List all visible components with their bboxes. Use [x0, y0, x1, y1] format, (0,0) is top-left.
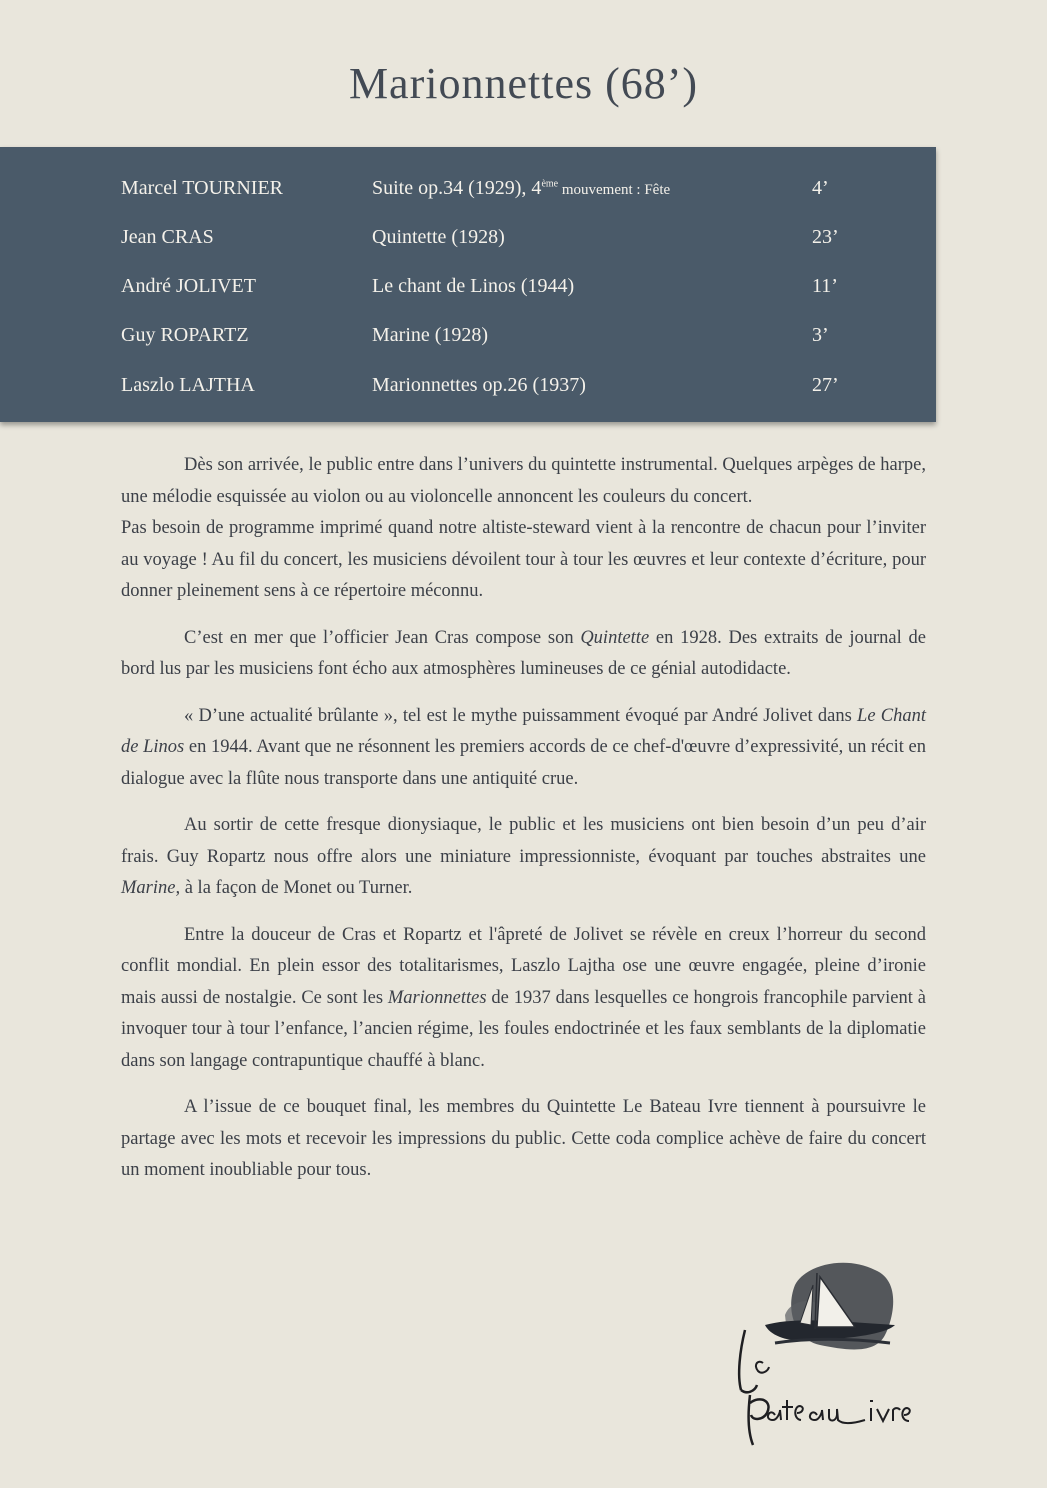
paragraph: A l’issue de ce bouquet final, les membres du Quintette Le Bateau Ivre tiennent à poursuivre le partage avec les mots et recevoir les impressions du public. Cette coda complice achève de faire du concert un moment inoubliable pour tous. — [121, 1097, 926, 1180]
composer-name: Marcel TOURNIER — [121, 177, 284, 199]
description-text — [121, 450, 926, 1202]
page-title: Marionnettes (68’) — [348, 59, 699, 108]
work-title: Le chant de Linos (1944) — [372, 275, 575, 297]
work-title: Marionnettes op.26 (1937) — [372, 374, 586, 396]
program-row — [0, 374, 936, 404]
paragraph: « D’une actualité brûlante », tel est le mythe puissamment évoqué par André Jolivet dans Le Chant de Linos en 1944. Avant que ne résonnent les premiers accords de ce chef-d'œuvre d’expressivité, un récit en dialogue avec la flûte nous transporte dans une antiquité crue. — [121, 705, 927, 789]
work-title: Quintette (1928) — [372, 226, 505, 248]
program-row — [0, 324, 936, 354]
work-duration: 4’ — [812, 177, 829, 199]
program-band — [0, 147, 936, 422]
composer-name: Laszlo LAJTHA — [121, 374, 255, 396]
work-duration: 27’ — [812, 374, 839, 396]
composer-name: André JOLIVET — [121, 275, 256, 297]
paragraph: C’est en mer que l’officier Jean Cras compose son Quintette en 1928. Des extraits de journal de bord lus par les musiciens font écho aux atmosphères lumineuses de ce génial autodidacte. — [121, 627, 926, 679]
paragraph: Entre la douceur de Cras et Ropartz et l'âpreté de Jolivet se révèle en creux l’horreur du second conflit mondial. En plein essor des totalitarismes, Laszlo Lajtha ose une œuvre engagée, pleine d’ironie mais aussi de nostalgie. Ce sont les Marionnettes de 1937 dans lesquelles ce hongrois francophile parvient à invoquer tour à tour l’enfance, l’ancien régime, les foules endoctrinée et les faux semblants de la diplomatie dans son langage contrapuntique chauffé à blanc. — [121, 924, 926, 1071]
paragraph: Dès son arrivée, le public entre dans l’univers du quintette instrumental. Quelques arpèges de harpe, une mélodie esquissée au violon ou au violoncelle annoncent les couleurs du concert. — [121, 455, 926, 507]
bateau-ivre-logo — [725, 1255, 925, 1455]
work-duration: 11’ — [812, 275, 838, 297]
work-duration: 3’ — [812, 324, 829, 346]
composer-name: Jean CRAS — [121, 226, 214, 248]
work-title: Marine (1928) — [372, 324, 489, 346]
sailboat-logo-icon — [725, 1255, 925, 1455]
program-row — [0, 177, 936, 207]
program-row — [0, 226, 936, 256]
work-duration: 23’ — [812, 226, 839, 248]
composer-name: Guy ROPARTZ — [121, 324, 249, 346]
program-row — [0, 275, 936, 305]
paragraph: Au sortir de cette fresque dionysiaque, le public et les musiciens ont bien besoin d’un peu d’air frais. Guy Ropartz nous offre alors une miniature impressionniste, évoquant par touches abstraites une Marine, à la façon de Monet ou Turner. — [121, 815, 926, 898]
paragraph: Pas besoin de programme imprimé quand notre altiste-steward vient à la rencontre de chacun pour l’inviter au voyage ! Au fil du concert, les musiciens dévoilent tour à tour les œuvres et leur contexte d’écriture, pour donner pleinement sens à ce répertoire méconnu. — [121, 518, 926, 601]
work-title: Suite op.34 (1929), 4ème mouvement : Fête — [372, 177, 671, 199]
